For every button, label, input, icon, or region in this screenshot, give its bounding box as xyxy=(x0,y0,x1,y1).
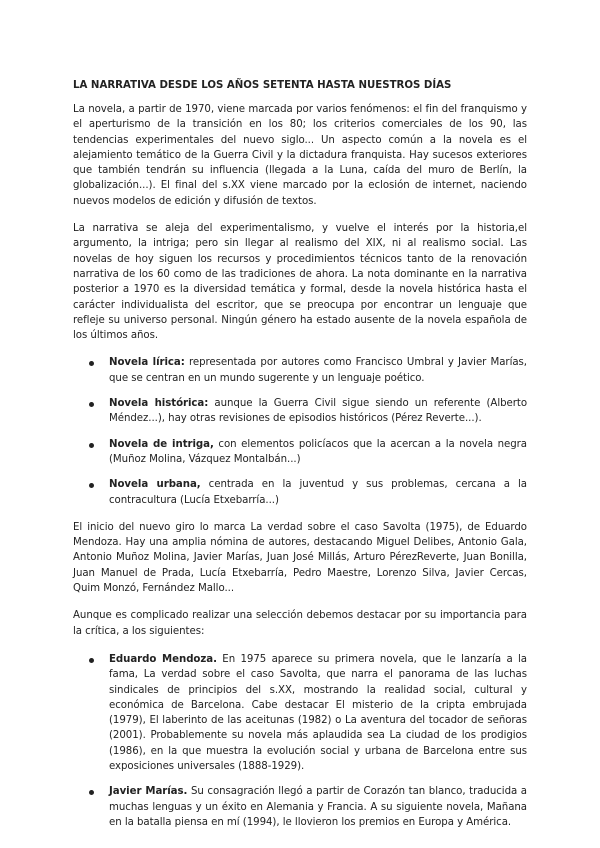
genre-text: representada por autores como Francisco Umbral y Javier Marías, que se centran en un mundo sugerente y un lenguaje poético. xyxy=(109,357,527,384)
genre-text: aunque la Guerra Civil sigue siendo un referente (Alberto Méndez...), hay otras revisiones de episodios históricos (Pérez Reverte...). xyxy=(109,398,527,425)
genre-text: centrada en la juventud y sus problemas, cercana a la contracultura (Lucía Etxebarría...) xyxy=(109,479,527,506)
bullet-icon xyxy=(89,443,94,448)
bullet-icon xyxy=(89,790,94,795)
genre-text: con elementos policíacos que la acercan a la novela negra (Muñoz Molina, Vázquez Montalbán...) xyxy=(109,438,527,465)
author-text: En 1975 aparece su primera novela, que le lanzaría a la fama, La verdad sobre el caso Savolta, que narra el panorama de las luchas sindicales de principios del s.XX, mostrando la realidad social, cultural y económica de Barcelona. Cabe destacar El misterio de la cripta embrujada (1979), El laberinto de las aceitunas (1982) o La aventura del tocador de señoras (2001). Probablemente su novela más aplaudida sea La ciudad de los prodigios (1986), en la que muestra la evolución social y urbana de Barcelona entre sus exposiciones universales (1888-1929). xyxy=(109,653,527,772)
document-title: LA NARRATIVA DESDE LOS AÑOS SETENTA HASTA NUESTROS DÍAS xyxy=(73,80,452,91)
paragraph-intro: La novela, a partir de 1970, viene marcada por varios fenómenos: el fin del franquismo y el aperturismo de la transición en los 80; los criterios comerciales de los 90, las tendencias experimentales del nuevo siglo... Un aspecto común a la novela es el alejamiento temático de la Guerra Civil y la dictadura franquista. Hay sucesos exteriores que también tendrán su influencia (llegada a la Luna, caída del muro de Berlín, la globalización...). El final del s.XX viene marcado por la eclosión de internet, naciendo nuevos modelos de edición y difusión de textos. xyxy=(73,104,527,207)
genre-list xyxy=(73,355,527,507)
paragraph-authors-list: El inicio del nuevo giro lo marca La verdad sobre el caso Savolta (1975), de Eduardo Mendoza. Hay una amplia nómina de autores, destacando Miguel Delibes, Antonio Gala, Antonio Muñoz Molina, Javier Marías, Juan José Millás, Arturo PérezReverte, Juan Bonilla, Juan Manuel de Prada, Lucía Etxebarría, Pedro Maestre, Lorenzo Silva, Javier Cercas, Quim Monzó, Fernández Mallo... xyxy=(73,521,527,595)
genre-term: Novela urbana, xyxy=(109,479,201,491)
genre-item-historica xyxy=(73,396,527,427)
document-page xyxy=(73,78,527,842)
genre-item-intriga xyxy=(73,437,527,468)
author-text: Su consagración llegó a partir de Corazón tan blanco, traducida a muchas lenguas y un éxito en Alemania y Francia. A su siguiente novela, Mañana en la batalla piensa en mí (1994), le llovieron los premios en Europa y América. xyxy=(109,786,527,828)
bullet-icon xyxy=(89,483,94,488)
author-name: Eduardo Mendoza. xyxy=(109,653,217,665)
author-list xyxy=(73,652,527,830)
genre-term: Novela histórica: xyxy=(109,398,209,410)
author-item-mendoza xyxy=(73,652,527,774)
paragraph-selection: Aunque es complicado realizar una selección debemos destacar por su importancia para la crítica, a los siguientes: xyxy=(73,610,527,637)
genre-item-lirica xyxy=(73,355,527,386)
bullet-icon xyxy=(89,658,94,663)
genre-term: Novela de intriga, xyxy=(109,438,214,450)
genre-item-urbana xyxy=(73,477,527,508)
genre-term: Novela lírica: xyxy=(109,357,185,369)
bullet-icon xyxy=(89,402,94,407)
paragraph-narrative: La narrativa se aleja del experimentalismo, y vuelve el interés por la historia,el argumento, la intriga; pero sin llegar al realismo del XIX, ni al realismo social. Las novelas de hoy siguen los recursos y procedimientos técnicos tanto de la renovación narrativa de los 60 como de las tradiciones de ahora. La nota dominante en la narrativa posterior a 1970 es la diversidad temática y formal, desde la novela histórica hasta el carácter individualista del escritor, que se preocupa por encontrar un lenguaje que refleje su universo personal. Ningún género ha estado ausente de la novela española de los últimos años. xyxy=(73,223,527,342)
bullet-icon xyxy=(89,361,94,366)
author-item-marias xyxy=(73,784,527,830)
author-name: Javier Marías. xyxy=(109,786,188,798)
